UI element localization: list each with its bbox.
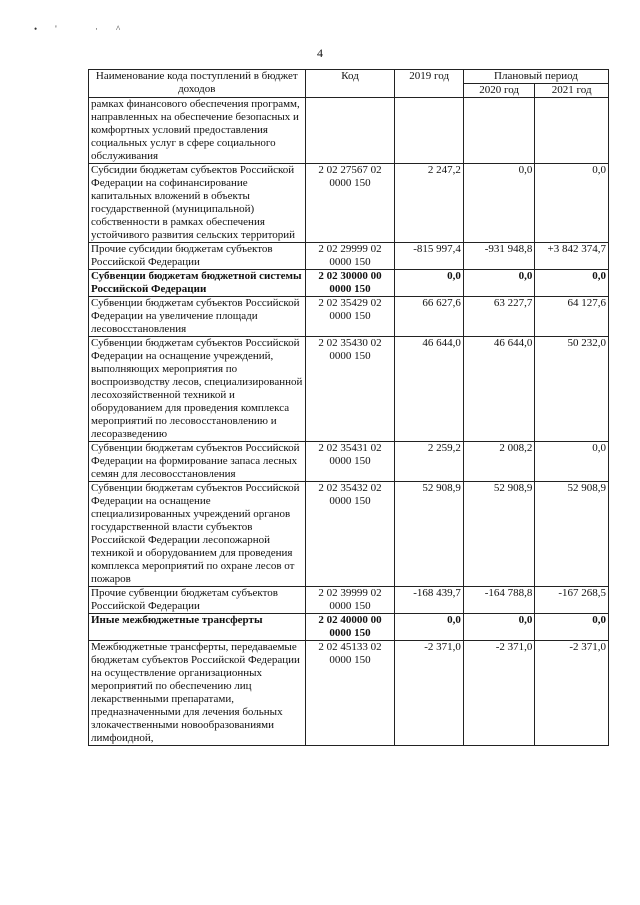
row-code: 2 02 35430 02 0000 150 (305, 337, 395, 442)
row-code: 2 02 35432 02 0000 150 (305, 482, 395, 587)
row-name: Субвенции бюджетам субъектов Российской Федерации на оснащение специализированных учреждений органов государственной власти субъектов Российской Федерации лесопожарной техникой и оборудованием для проведения комплекса мероприятий по охране лесов от пожаров (89, 482, 306, 587)
row-value-2020 (463, 98, 535, 164)
row-code: 2 02 29999 02 0000 150 (305, 243, 395, 270)
row-code: 2 02 40000 00 0000 150 (305, 614, 395, 641)
row-value-2020: 52 908,9 (463, 482, 535, 587)
row-value-2021: 0,0 (535, 614, 609, 641)
row-value-2020: -2 371,0 (463, 641, 535, 746)
header-code: Код (305, 70, 395, 98)
row-name: Прочие субсидии бюджетам субъектов Российской Федерации (89, 243, 306, 270)
row-value-2021: 50 232,0 (535, 337, 609, 442)
row-code: 2 02 35429 02 0000 150 (305, 297, 395, 337)
row-name: Субвенции бюджетам субъектов Российской Федерации на оснащение учреждений, выполняющих мероприятия по воспроизводству лесов, специализированной лесохозяйственной техникой и оборудованием для проведения комплекса мероприятий по лесовосстановлению и лесоразведению (89, 337, 306, 442)
row-value-2021: 64 127,6 (535, 297, 609, 337)
row-value-2019: 0,0 (395, 614, 463, 641)
table-row (89, 337, 609, 442)
row-code: 2 02 45133 02 0000 150 (305, 641, 395, 746)
row-name: Субвенции бюджетам субъектов Российской Федерации на увеличение площади лесовосстановления (89, 297, 306, 337)
row-value-2021: 0,0 (535, 270, 609, 297)
row-value-2020: 46 644,0 (463, 337, 535, 442)
row-value-2019: 0,0 (395, 270, 463, 297)
revenue-table (88, 69, 609, 746)
table-row (89, 641, 609, 746)
row-value-2020: 0,0 (463, 164, 535, 243)
row-value-2020: 0,0 (463, 270, 535, 297)
row-code: 2 02 30000 00 0000 150 (305, 270, 395, 297)
table-row (89, 243, 609, 270)
row-name: Субвенции бюджетам субъектов Российской Федерации на формирование запаса лесных семян для лесовосстановления (89, 442, 306, 482)
table-row (89, 164, 609, 243)
table-row (89, 98, 609, 164)
header-plan-period: Плановый период (463, 70, 608, 84)
header-2021: 2021 год (535, 84, 609, 98)
row-value-2021: +3 842 374,7 (535, 243, 609, 270)
table-row (89, 442, 609, 482)
row-value-2021: 0,0 (535, 164, 609, 243)
row-value-2020: 0,0 (463, 614, 535, 641)
header-2019: 2019 год (395, 70, 463, 98)
row-value-2019: 52 908,9 (395, 482, 463, 587)
row-value-2019: 46 644,0 (395, 337, 463, 442)
table-row (89, 297, 609, 337)
header-name: Наименование кода поступлений в бюджет доходов (89, 70, 306, 98)
table-row (89, 614, 609, 641)
row-value-2021: 0,0 (535, 442, 609, 482)
table-row (89, 270, 609, 297)
row-value-2019 (395, 98, 463, 164)
row-value-2021: -2 371,0 (535, 641, 609, 746)
row-code: 2 02 35431 02 0000 150 (305, 442, 395, 482)
row-value-2019: -815 997,4 (395, 243, 463, 270)
row-value-2019: -168 439,7 (395, 587, 463, 614)
row-code: 2 02 27567 02 0000 150 (305, 164, 395, 243)
row-value-2019: 66 627,6 (395, 297, 463, 337)
row-value-2019: -2 371,0 (395, 641, 463, 746)
row-name: Иные межбюджетные трансферты (89, 614, 306, 641)
row-value-2021: -167 268,5 (535, 587, 609, 614)
row-value-2020: -931 948,8 (463, 243, 535, 270)
row-code (305, 98, 395, 164)
row-name: Прочие субвенции бюджетам субъектов Российской Федерации (89, 587, 306, 614)
row-value-2020: 63 227,7 (463, 297, 535, 337)
row-value-2019: 2 247,2 (395, 164, 463, 243)
row-name: Межбюджетные трансферты, передаваемые бюджетам субъектов Российской Федерации на осуществление организационных мероприятий по обеспечению лиц лекарственными препаратами, предназначенными для лечения больных злокачественными новообразованиями лимфоидной, (89, 641, 306, 746)
page-number: 4 (317, 46, 323, 60)
row-code: 2 02 39999 02 0000 150 (305, 587, 395, 614)
table-row (89, 482, 609, 587)
table-row (89, 587, 609, 614)
row-value-2020: -164 788,8 (463, 587, 535, 614)
row-name: Субвенции бюджетам бюджетной системы Российской Федерации (89, 270, 306, 297)
row-name: рамках финансового обеспечения программ, направленных на обеспечение безопасных и комфортных условий предоставления социальных услуг в сфере социального обслуживания (89, 98, 306, 164)
row-value-2020: 2 008,2 (463, 442, 535, 482)
row-value-2021 (535, 98, 609, 164)
header-2020: 2020 год (463, 84, 535, 98)
row-name: Субсидии бюджетам субъектов Российской Федерации на софинансирование капитальных вложений в объекты государственной (муниципальной) собственности в рамках обеспечения устойчивого развития сельских территорий (89, 164, 306, 243)
row-value-2021: 52 908,9 (535, 482, 609, 587)
scan-corner-marks: •' ·^ (34, 24, 139, 34)
row-value-2019: 2 259,2 (395, 442, 463, 482)
